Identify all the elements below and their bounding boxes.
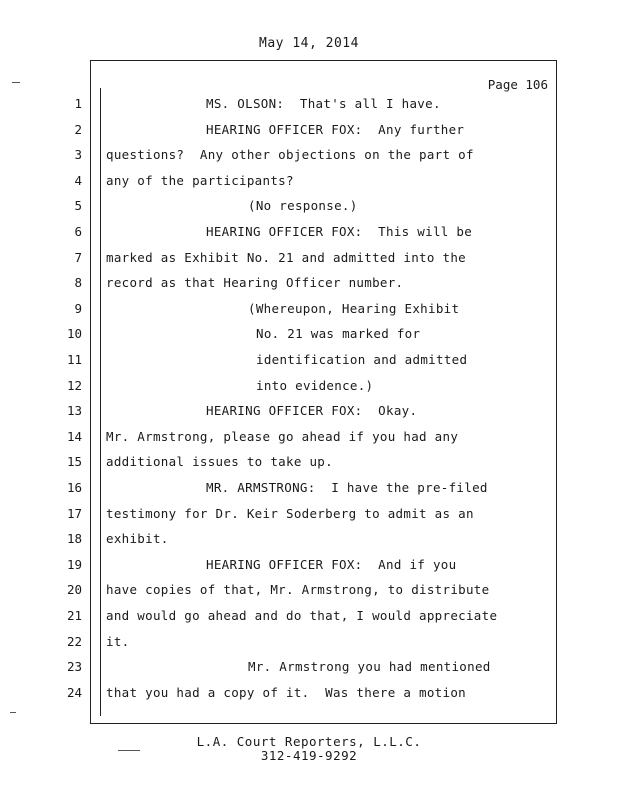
- transcript-line-text: HEARING OFFICER FOX: This will be: [206, 224, 473, 239]
- transcript-line-text: HEARING OFFICER FOX: And if you: [206, 556, 457, 572]
- scan-speck: [118, 750, 140, 751]
- line-number: 2: [74, 121, 82, 137]
- transcript-line-text: HEARING OFFICER FOX: Any further: [206, 121, 465, 137]
- line-number: 24: [66, 684, 82, 700]
- scan-speck: [10, 712, 16, 713]
- transcript-line-text: testimony for Dr. Keir Soderberg to admit as an: [106, 505, 474, 521]
- transcript-line-text: and would go ahead and do that, I would appreciate: [106, 608, 498, 623]
- transcript-line-text: it.: [106, 633, 130, 649]
- line-number-margin-rule: [100, 88, 101, 716]
- line-number: 14: [66, 428, 82, 444]
- page-number-label: Page 106: [487, 77, 548, 92]
- line-number: 4: [74, 172, 82, 188]
- transcript-line-text: MS. OLSON: That's all I have.: [206, 96, 441, 111]
- line-number: 21: [66, 608, 82, 623]
- line-number: 1: [74, 96, 82, 111]
- line-number: 20: [66, 582, 82, 598]
- footer-company: L.A. Court Reporters, L.L.C.: [196, 734, 422, 749]
- line-number: 23: [66, 659, 82, 675]
- line-number: 15: [66, 454, 82, 470]
- transcript-line-text: HEARING OFFICER FOX: Okay.: [206, 403, 418, 419]
- transcript-line-text: (Whereupon, Hearing Exhibit: [248, 300, 460, 316]
- line-number: 11: [66, 352, 82, 367]
- transcript-line-text: No. 21 was marked for: [256, 326, 421, 342]
- line-number: 9: [74, 300, 82, 316]
- transcript-line-text: marked as Exhibit No. 21 and admitted into the: [106, 249, 466, 265]
- transcript-line-text: Mr. Armstrong you had mentioned: [248, 659, 491, 675]
- line-number: 5: [74, 198, 82, 214]
- transcript-line-text: record as that Hearing Officer number.: [106, 275, 404, 291]
- transcript-line-text: exhibit.: [106, 531, 169, 547]
- line-number: 6: [74, 224, 82, 239]
- transcript-line-text: that you had a copy of it. Was there a motion: [106, 684, 466, 700]
- line-number: 12: [66, 377, 82, 393]
- transcript-line-text: into evidence.): [256, 377, 374, 393]
- transcript-line-text: questions? Any other objections on the part of: [106, 147, 474, 163]
- transcript-line-text: Mr. Armstrong, please go ahead if you had any: [106, 428, 459, 444]
- scan-speck: [12, 82, 20, 83]
- line-number: 3: [74, 147, 82, 163]
- line-number: 8: [74, 275, 82, 291]
- transcript-line-text: any of the participants?: [106, 172, 294, 188]
- transcript-line-text: MR. ARMSTRONG: I have the pre-filed: [206, 480, 488, 495]
- line-number: 16: [66, 480, 82, 495]
- line-number: 7: [74, 249, 82, 265]
- transcript-line-text: additional issues to take up.: [106, 454, 333, 470]
- line-number: 13: [66, 403, 82, 419]
- line-number: 19: [66, 556, 82, 572]
- line-number: 10: [66, 326, 82, 342]
- line-number: 18: [66, 531, 82, 547]
- transcript-line-text: (No response.): [248, 198, 358, 214]
- transcript-line-text: have copies of that, Mr. Armstrong, to distribute: [106, 582, 490, 598]
- transcript-line-text: identification and admitted: [256, 352, 468, 367]
- line-number: 17: [66, 505, 82, 521]
- footer-phone: 312-419-9292: [260, 748, 358, 763]
- page-header-date: May 14, 2014: [259, 36, 359, 51]
- line-number: 22: [66, 633, 82, 649]
